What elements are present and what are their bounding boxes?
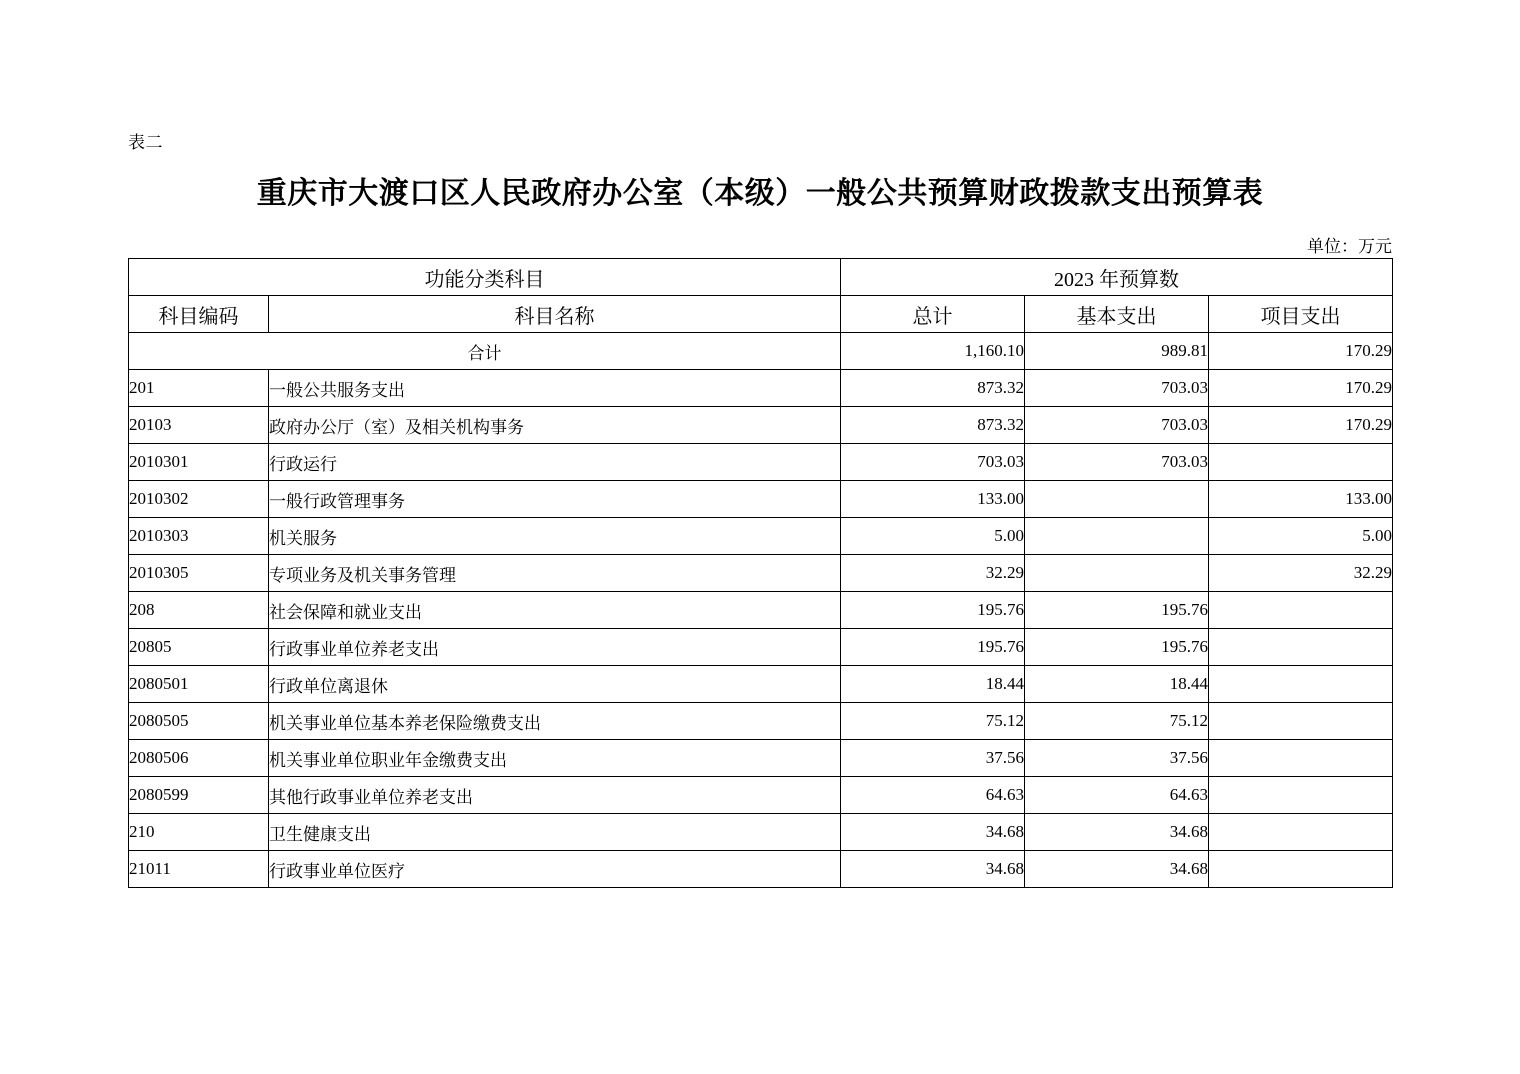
cell-project-expenditure: 32.29 xyxy=(1209,555,1393,592)
cell-subject-code: 2010303 xyxy=(129,518,269,555)
table-row xyxy=(129,777,1393,814)
cell-subject-code: 2080501 xyxy=(129,666,269,703)
cell-basic-expenditure: 195.76 xyxy=(1025,592,1209,629)
table-row xyxy=(129,481,1393,518)
cell-basic-expenditure: 703.03 xyxy=(1025,407,1209,444)
cell-subject-name: 专项业务及机关事务管理 xyxy=(269,555,841,592)
cell-subject-code: 2080505 xyxy=(129,703,269,740)
budget-table xyxy=(128,258,1393,888)
cell-basic-expenditure: 703.03 xyxy=(1025,444,1209,481)
table-row xyxy=(129,814,1393,851)
cell-total: 37.56 xyxy=(841,740,1025,777)
group-header-classification: 功能分类科目 xyxy=(129,259,841,296)
cell-project-expenditure xyxy=(1209,444,1393,481)
summary-label: 合计 xyxy=(129,333,841,370)
cell-basic-expenditure xyxy=(1025,481,1209,518)
cell-subject-name: 行政事业单位养老支出 xyxy=(269,629,841,666)
cell-subject-name: 社会保障和就业支出 xyxy=(269,592,841,629)
cell-total: 75.12 xyxy=(841,703,1025,740)
cell-basic-expenditure: 18.44 xyxy=(1025,666,1209,703)
table-row xyxy=(129,518,1393,555)
cell-subject-code: 208 xyxy=(129,592,269,629)
cell-total: 64.63 xyxy=(841,777,1025,814)
column-header-total: 总计 xyxy=(841,296,1025,333)
table-row xyxy=(129,740,1393,777)
column-header-project: 项目支出 xyxy=(1209,296,1393,333)
cell-subject-code: 2010301 xyxy=(129,444,269,481)
cell-total: 18.44 xyxy=(841,666,1025,703)
cell-basic-expenditure: 34.68 xyxy=(1025,814,1209,851)
cell-subject-code: 21011 xyxy=(129,851,269,888)
cell-project-expenditure: 133.00 xyxy=(1209,481,1393,518)
cell-subject-code: 20103 xyxy=(129,407,269,444)
cell-subject-name: 其他行政事业单位养老支出 xyxy=(269,777,841,814)
group-header-budget-year: 2023 年预算数 xyxy=(841,259,1393,296)
summary-project: 170.29 xyxy=(1209,333,1393,370)
cell-subject-name: 机关服务 xyxy=(269,518,841,555)
table-row xyxy=(129,370,1393,407)
cell-subject-name: 行政单位离退休 xyxy=(269,666,841,703)
table-row xyxy=(129,851,1393,888)
cell-project-expenditure xyxy=(1209,629,1393,666)
cell-subject-name: 卫生健康支出 xyxy=(269,814,841,851)
cell-project-expenditure xyxy=(1209,851,1393,888)
table-row xyxy=(129,444,1393,481)
table-label: 表二 xyxy=(128,133,163,152)
table-column-header-row xyxy=(129,296,1393,333)
cell-subject-code: 20805 xyxy=(129,629,269,666)
table-group-header-row xyxy=(129,259,1393,296)
table-row xyxy=(129,407,1393,444)
column-header-code: 科目编码 xyxy=(129,296,269,333)
table-row xyxy=(129,592,1393,629)
cell-subject-name: 政府办公厅（室）及相关机构事务 xyxy=(269,407,841,444)
cell-subject-code: 210 xyxy=(129,814,269,851)
cell-basic-expenditure: 64.63 xyxy=(1025,777,1209,814)
cell-basic-expenditure: 703.03 xyxy=(1025,370,1209,407)
cell-subject-code: 2010305 xyxy=(129,555,269,592)
cell-total: 34.68 xyxy=(841,814,1025,851)
unit-note: 单位：万元 xyxy=(1307,237,1392,256)
table-row-summary xyxy=(129,333,1393,370)
cell-subject-name: 行政运行 xyxy=(269,444,841,481)
cell-total: 133.00 xyxy=(841,481,1025,518)
cell-project-expenditure xyxy=(1209,703,1393,740)
cell-project-expenditure: 5.00 xyxy=(1209,518,1393,555)
cell-basic-expenditure: 195.76 xyxy=(1025,629,1209,666)
cell-total: 34.68 xyxy=(841,851,1025,888)
cell-project-expenditure xyxy=(1209,777,1393,814)
cell-subject-code: 201 xyxy=(129,370,269,407)
cell-subject-name: 行政事业单位医疗 xyxy=(269,851,841,888)
cell-project-expenditure xyxy=(1209,592,1393,629)
cell-project-expenditure xyxy=(1209,814,1393,851)
cell-basic-expenditure: 37.56 xyxy=(1025,740,1209,777)
cell-total: 32.29 xyxy=(841,555,1025,592)
cell-total: 195.76 xyxy=(841,592,1025,629)
cell-basic-expenditure xyxy=(1025,555,1209,592)
cell-project-expenditure xyxy=(1209,740,1393,777)
cell-subject-name: 机关事业单位基本养老保险缴费支出 xyxy=(269,703,841,740)
cell-total: 5.00 xyxy=(841,518,1025,555)
summary-total: 1,160.10 xyxy=(841,333,1025,370)
cell-project-expenditure: 170.29 xyxy=(1209,407,1393,444)
cell-total: 703.03 xyxy=(841,444,1025,481)
cell-subject-name: 机关事业单位职业年金缴费支出 xyxy=(269,740,841,777)
cell-project-expenditure: 170.29 xyxy=(1209,370,1393,407)
cell-basic-expenditure: 34.68 xyxy=(1025,851,1209,888)
cell-basic-expenditure xyxy=(1025,518,1209,555)
cell-subject-code: 2080506 xyxy=(129,740,269,777)
table-row xyxy=(129,629,1393,666)
table-row xyxy=(129,666,1393,703)
column-header-basic: 基本支出 xyxy=(1025,296,1209,333)
cell-subject-code: 2010302 xyxy=(129,481,269,518)
cell-subject-name: 一般公共服务支出 xyxy=(269,370,841,407)
cell-subject-name: 一般行政管理事务 xyxy=(269,481,841,518)
column-header-name: 科目名称 xyxy=(269,296,841,333)
cell-basic-expenditure: 75.12 xyxy=(1025,703,1209,740)
table-row xyxy=(129,703,1393,740)
cell-total: 873.32 xyxy=(841,370,1025,407)
cell-project-expenditure xyxy=(1209,666,1393,703)
cell-total: 195.76 xyxy=(841,629,1025,666)
page-title: 重庆市大渡口区人民政府办公室（本级）一般公共预算财政拨款支出预算表 xyxy=(256,177,1264,210)
table-row xyxy=(129,555,1393,592)
cell-subject-code: 2080599 xyxy=(129,777,269,814)
cell-total: 873.32 xyxy=(841,407,1025,444)
summary-basic: 989.81 xyxy=(1025,333,1209,370)
